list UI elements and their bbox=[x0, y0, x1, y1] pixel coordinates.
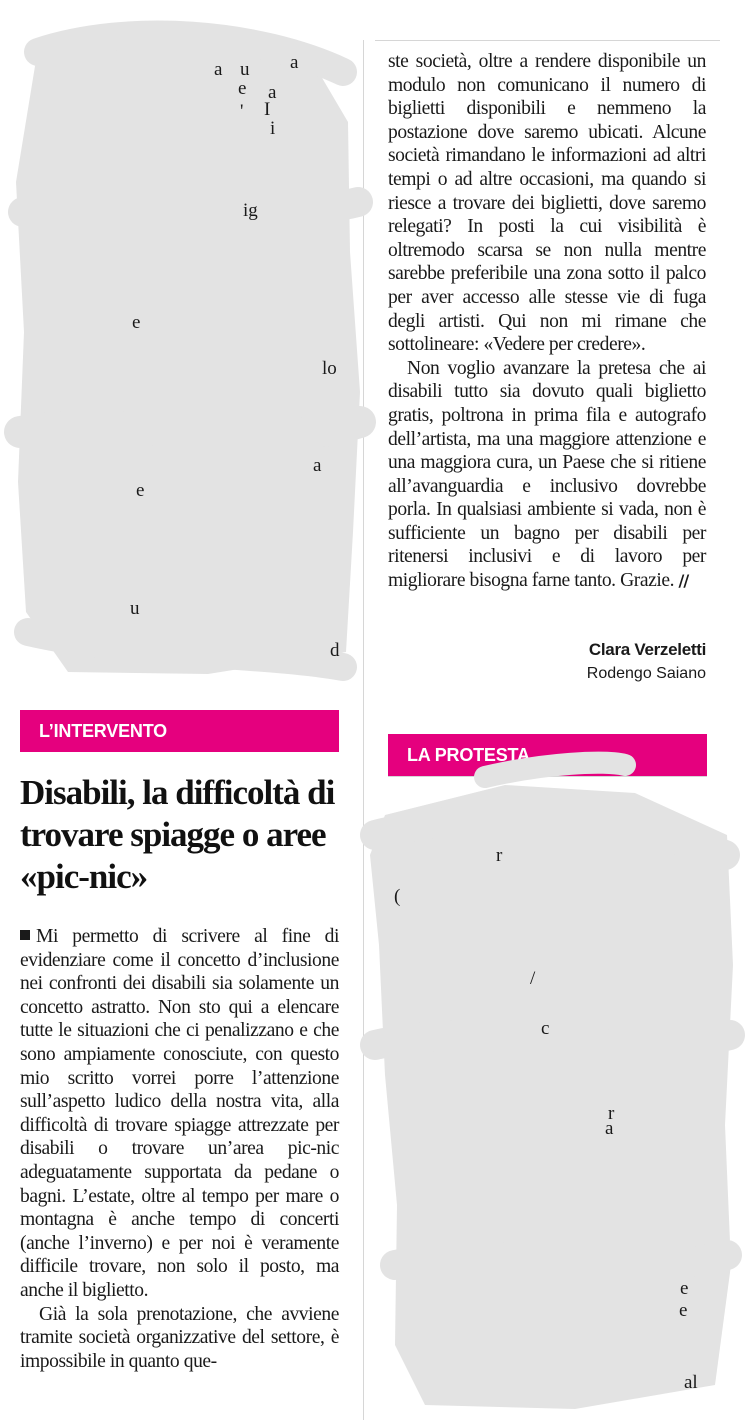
redacted-fragment: a bbox=[605, 1118, 614, 1139]
body-paragraph bbox=[20, 925, 339, 1303]
signature bbox=[587, 638, 706, 686]
redacted-fragment: a bbox=[214, 59, 223, 80]
redacted-fragment: al bbox=[684, 1372, 698, 1393]
redacted-fragment: e bbox=[136, 480, 145, 501]
redacted-fragment: / bbox=[530, 968, 536, 989]
redacted-fragment: I bbox=[264, 99, 271, 120]
article-headline: Disabili, la difficoltà di trovare spiagge o aree «pic-nic» bbox=[20, 773, 335, 896]
redacted-fragment: ' bbox=[240, 101, 244, 122]
bullet-icon bbox=[20, 930, 30, 940]
section-tag-label: L’INTERVENTO bbox=[39, 720, 167, 741]
body-paragraph bbox=[388, 357, 706, 593]
paragraph-text: Non voglio avanzare la pretesa che ai disabili tutto sia dovuto quali biglietto gratis, poltrona in prima fila e autografo dell’artista, ma una maggiore attenzione e una maggiora cura, un Paese che si ritiene all’avanguardia e inclusivo dovrebbe porla. In qualsiasi ambiente si vada, non è sufficiente un bagno per disabili per ritenersi inclusivi e di lavoro per migliorare bisogna farne tanto. Grazie. bbox=[388, 357, 706, 592]
redacted-fragment: i bbox=[270, 118, 276, 139]
author-place: Rodengo Saiano bbox=[586, 665, 706, 682]
author-name: Clara Verzeletti bbox=[588, 640, 706, 659]
redacted-fragment: ig bbox=[243, 200, 258, 221]
redacted-fragment: r bbox=[496, 845, 503, 866]
redacted-fragment: a bbox=[268, 82, 277, 103]
redacted-fragment: e bbox=[680, 1278, 689, 1299]
redacted-fragment: u bbox=[130, 598, 140, 619]
article-body bbox=[20, 925, 339, 1373]
redacted-fragment: a bbox=[313, 455, 322, 476]
redacted-fragment: d bbox=[330, 640, 340, 661]
redacted-letter-left bbox=[8, 12, 363, 677]
section-tag-label: LA PROTESTA bbox=[407, 744, 530, 765]
redacted-fragment: ( bbox=[394, 886, 401, 907]
end-mark: // bbox=[678, 571, 689, 591]
redacted-fragment: lo bbox=[322, 358, 337, 379]
paragraph-text: Mi permetto di scrivere al fine di evidenziare come il concetto d’inclusione nei confronti dei disabili sia solamente un concetto astratto. Non sto qui a elencare tutte le situazioni che ci penalizzano e che sono ampiamente conosciute, con questo mio scritto vorrei porre l’attenzione sull’aspetto ludico della nostra vita, alla difficoltà di trovare spiagge attrezzate per disabili o trovare un’area pic-nic adeguatamente supportata da pedane o bagni. L’estate, oltre al tempo per mare o montagna è anche tempo di concerti (anche l’inverno) e per noi è veramente difficile trovare, non solo il posto, ma anche il biglietto. bbox=[20, 926, 339, 1301]
redacted-fragment: a bbox=[290, 52, 299, 73]
redacted-fragment: e bbox=[238, 78, 247, 99]
letter-continuation bbox=[388, 50, 706, 593]
body-paragraph: Già la sola prenotazione, che avviene tramite società organizzative del settore, è impossibile in quanto que- bbox=[20, 1303, 339, 1372]
redacted-fragment: e bbox=[679, 1300, 688, 1321]
redacted-fragment: r bbox=[608, 1103, 615, 1124]
section-tag-intervento bbox=[20, 710, 339, 752]
body-paragraph: ste società, oltre a rendere disponibile un modulo non comunicano il numero di biglietti disponibili e nemmeno la postazione dove saremo ubicati. Alcune società rimandano le informazioni ad altri tempi o ad altre occasioni, ma quando si riesce a trovare dei biglietti, dove saremo relegati? In posti la cui visibilità è oltremodo scarsa se non nulla mentre sarebbe preferibile una zona sotto il palco per aver accesso alle stesse vie di fuga degli artisti. Qui non mi rimane che sottolineare: «Vedere per credere». bbox=[388, 51, 706, 356]
redacted-fragment: c bbox=[541, 1018, 550, 1039]
top-rule-right bbox=[375, 40, 720, 41]
redacted-fragment: e bbox=[132, 312, 141, 333]
redacted-fragment: u bbox=[240, 59, 250, 80]
